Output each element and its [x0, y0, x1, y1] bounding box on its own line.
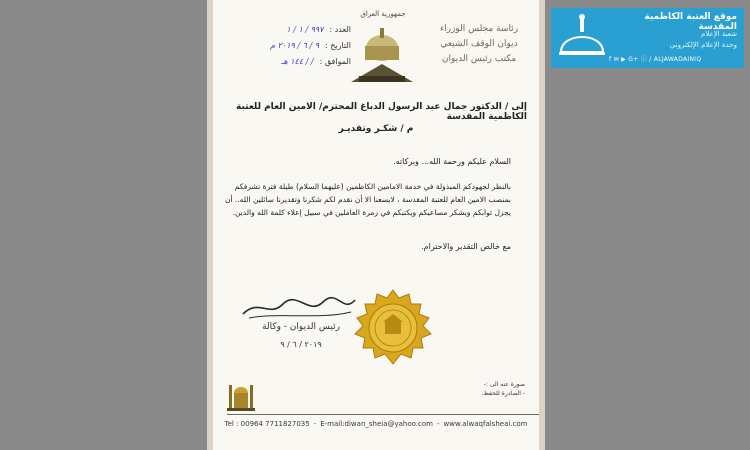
meta-date-label: التاريخ : — [324, 41, 351, 50]
banner-site-name: موقع العتبة الكاظمية المقدسة — [644, 12, 737, 32]
meta-number-row — [221, 22, 351, 38]
header-line-2: ديوان الوقف الشيعي — [440, 39, 518, 49]
header-top-label: جمهورية العراق — [360, 10, 406, 18]
dome-logo-icon — [555, 12, 609, 64]
copy-to-heading: صورة عنه الى :- — [483, 381, 525, 388]
meta-hijri-row — [221, 54, 351, 70]
letter-meta — [221, 22, 351, 70]
gold-seal-icon — [353, 288, 433, 368]
meta-number-value: ٩٩٧ / ١ / ١ — [286, 25, 324, 34]
footer-tel: Tel : 00964 7711827035 — [224, 420, 310, 428]
letter-subject: م / شكـر وتقديـر — [338, 124, 414, 134]
signatory-title: رئيس الديوان - وكالة — [262, 322, 340, 332]
signature-icon — [239, 294, 359, 322]
meta-date-value: ٩ / ٦ / ٢٠١٩ م — [270, 41, 319, 50]
background-left — [0, 0, 207, 450]
header-line-3: مكتب رئيس الديوان — [441, 54, 517, 64]
shrine-minaret-icon — [227, 377, 255, 411]
meta-date-row — [221, 38, 351, 54]
shrine-emblem-icon — [349, 22, 415, 86]
letter-body: بالنظر لجهودكم المبذولة في خدمة الامامين الكاظمين (عليهما السلام) طيلة فترة تشرفكم بمنصب الامين العام للعتبة المقدسة ، لايسعنا الا أن نقدم لكم شكرنا وتقديرنا سائلين الله.. أن يجزل ثوابكم ويشكر مساعيكم ويكتبكم في زمرة العاملين في سبيل إعلاء كلمة الله والدين. — [224, 182, 511, 217]
meta-number-label: العدد : — [329, 25, 351, 34]
footer-web: www.alwaqfalsheai.com — [443, 420, 528, 428]
letter-addressee: إلى / الدكتور جمال عبد الرسول الدباغ المحترم/ الامين العام للعتبة الكاظمية المقدسة — [236, 102, 527, 122]
banner-department: شعبة الإعلام — [701, 30, 737, 38]
copy-to-item: - الصادرة للحفظ. — [481, 390, 525, 397]
site-banner — [551, 8, 744, 68]
signature-date: ٢٠١٩ / ٦ / ٩ — [280, 340, 322, 349]
ministry-header — [429, 22, 529, 67]
letter-closing: مع خالص التقدير والاحترام. — [421, 242, 511, 251]
banner-social-handle: f ✉ ▶ G+ ⓘ / ALJAWADAINIQ — [609, 56, 702, 63]
footer-email: E-mail:diwan_sheia@yahoo.com — [320, 420, 433, 428]
header-line-1: رئاسة مجلس الوزراء — [439, 24, 519, 34]
meta-hijri-label: الموافق : — [319, 57, 351, 66]
footer-divider — [227, 414, 539, 415]
letter-greeting: السلام عليكم ورحمة الله... وبركاته. — [393, 157, 511, 166]
banner-unit: وحدة الإعلام الإلكتروني — [669, 41, 737, 49]
letter-footer: Tel : 00964 7711827035 - E-mail:diwan_sheia@yahoo.com - www.alwaqfalsheai.com — [224, 420, 528, 428]
letter-document — [207, 0, 545, 450]
meta-hijri-value: / / ١٤٤ هـ — [281, 57, 314, 66]
copy-to-block — [405, 380, 525, 398]
